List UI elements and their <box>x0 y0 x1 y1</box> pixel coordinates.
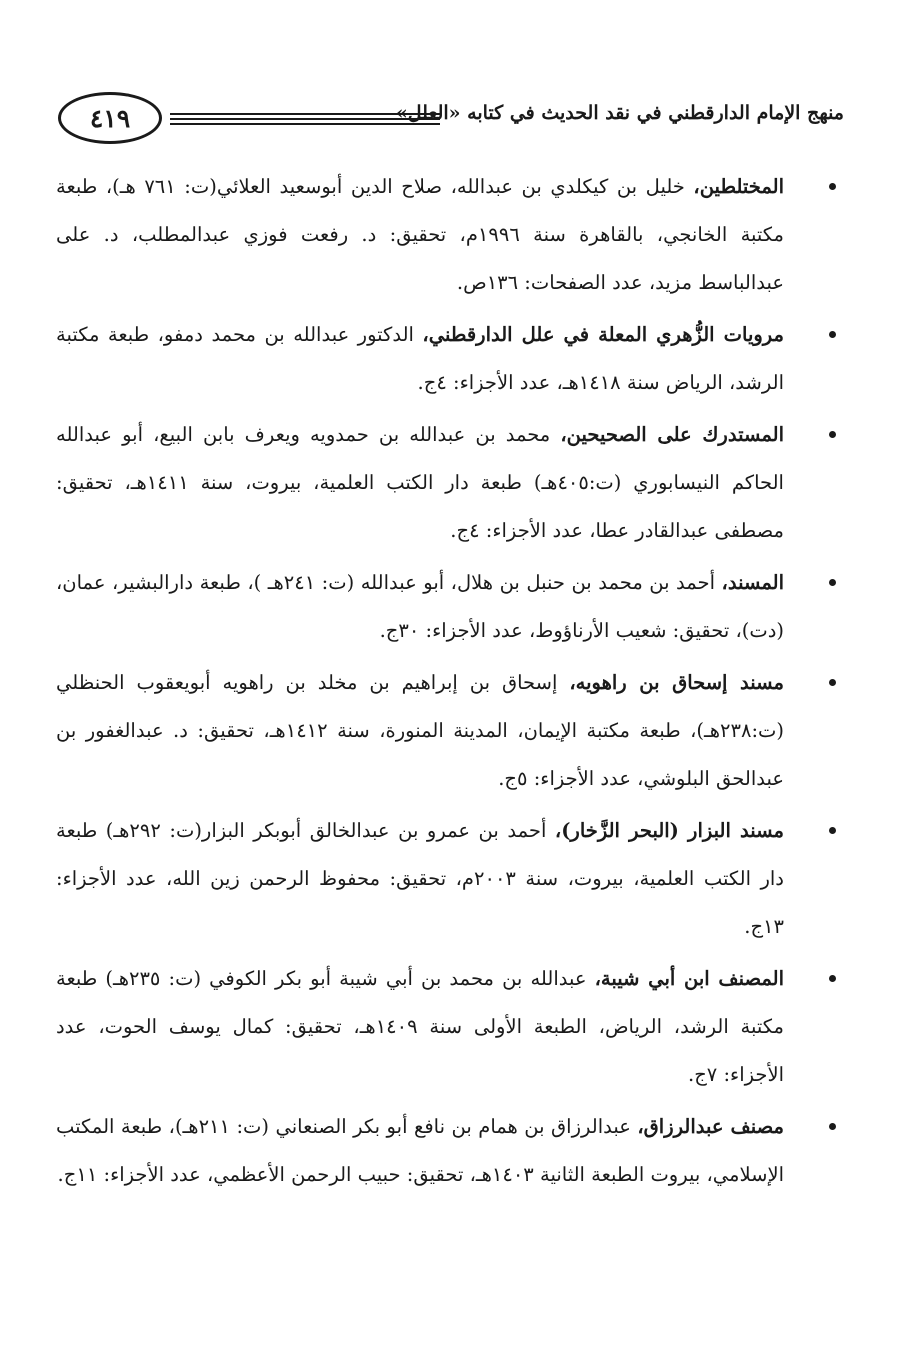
entry-text: أحمد بن محمد بن حنبل بن هلال، أبو عبدالله (ت: ٢٤١هـ )، طبعة دارالبشير، عمان، (دت)، تحقيق: شعيب الأرناؤوط، عدد الأجزاء: ٣٠ج. <box>56 571 784 642</box>
entry-text: الدكتور عبدالله بن محمد دمفو، طبعة مكتبة الرشد، الرياض سنة ١٤١٨هـ، عدد الأجزاء: ٤ج. <box>56 323 784 394</box>
bullet-icon <box>829 827 836 834</box>
entry-title: مسند إسحاق بن راهويه، <box>569 671 784 694</box>
entry-title: المسند، <box>721 571 784 594</box>
bibliography-entry <box>56 163 836 307</box>
bibliography-entry <box>56 659 836 803</box>
entry-title: المستدرك على الصحيحين، <box>560 423 784 446</box>
entry-title: مصنف عبدالرزاق، <box>637 1115 784 1138</box>
bibliography-entry <box>56 807 836 951</box>
bibliography-entry <box>56 559 836 655</box>
bullet-icon <box>829 431 836 438</box>
bibliography-entry <box>56 955 836 1099</box>
entry-text: إسحاق بن إبراهيم بن مخلد بن راهويه أبويعقوب الحنظلي (ت:٢٣٨هـ)، طبعة مكتبة الإيمان، المدينة المنورة، سنة ١٤١٢هـ، تحقيق: د. عبدالغفور بن عبدالحق البلوشي، عدد الأجزاء: ٥ج. <box>56 671 784 790</box>
entry-title: مسند البزار (البحر الزَّخار)، <box>554 819 784 842</box>
entry-title: المختلطين، <box>693 175 784 198</box>
bullet-icon <box>829 579 836 586</box>
bibliography-entry <box>56 311 836 407</box>
bullet-icon <box>829 679 836 686</box>
running-title: منهج الإمام الدارقطني في نقد الحديث في كتابه «العلل» <box>395 102 844 124</box>
bullet-icon <box>829 975 836 982</box>
entry-text: محمد بن عبدالله بن حمدويه ويعرف بابن البيع، أبو عبدالله الحاكم النيسابوري (ت:٤٠٥هـ) طبعة دار الكتب العلمية، بيروت، سنة ١٤١١هـ، تحقيق: مصطفى عبدالقادر عطا، عدد الأجزاء: ٤ج. <box>56 423 784 542</box>
entry-text: خليل بن كيكلدي بن عبدالله، صلاح الدين أبوسعيد العلائي(ت: ٧٦١ هـ)، طبعة مكتبة الخانجي، بالقاهرة سنة ١٩٩٦م، تحقيق: د. رفعت فوزي عبدالمطلب، د. على عبدالباسط مزيد، عدد الصفحات: ١٣٦ص. <box>56 175 784 294</box>
page-number: ٤١٩ <box>58 92 162 144</box>
entry-title: المصنف ابن أبي شيبة، <box>594 967 784 990</box>
page-header <box>58 92 844 148</box>
entry-text: عبدالرزاق بن همام بن نافع أبو بكر الصنعاني (ت: ٢١١هـ)، طبعة المكتب الإسلامي، بيروت الطبعة الثانية ١٤٠٣هـ، تحقيق: حبيب الرحمن الأعظمي، عدد الأجزاء: ١١ج. <box>56 1115 784 1186</box>
bibliography-entry <box>56 1103 836 1199</box>
bibliography-list <box>56 163 836 1203</box>
entry-title: مرويات الزُّهري المعلة في علل الدارقطني، <box>422 323 785 346</box>
bullet-icon <box>829 1123 836 1130</box>
bullet-icon <box>829 331 836 338</box>
entry-text: أحمد بن عمرو بن عبدالخالق أبوبكر البزار(ت: ٢٩٢هـ) طبعة دار الكتب العلمية، بيروت، سنة ٢٠٠٣م، تحقيق: محفوظ الرحمن زين الله، عدد الأجزاء: ١٣ج. <box>56 819 784 938</box>
entry-text: عبدالله بن محمد بن أبي شيبة أبو بكر الكوفي (ت: ٢٣٥هـ) طبعة مكتبة الرشد، الرياض، الطبعة الأولى سنة ١٤٠٩هـ، تحقيق: كمال يوسف الحوت، عدد الأجزاء: ٧ج. <box>56 967 784 1086</box>
bibliography-entry <box>56 411 836 555</box>
bullet-icon <box>829 183 836 190</box>
